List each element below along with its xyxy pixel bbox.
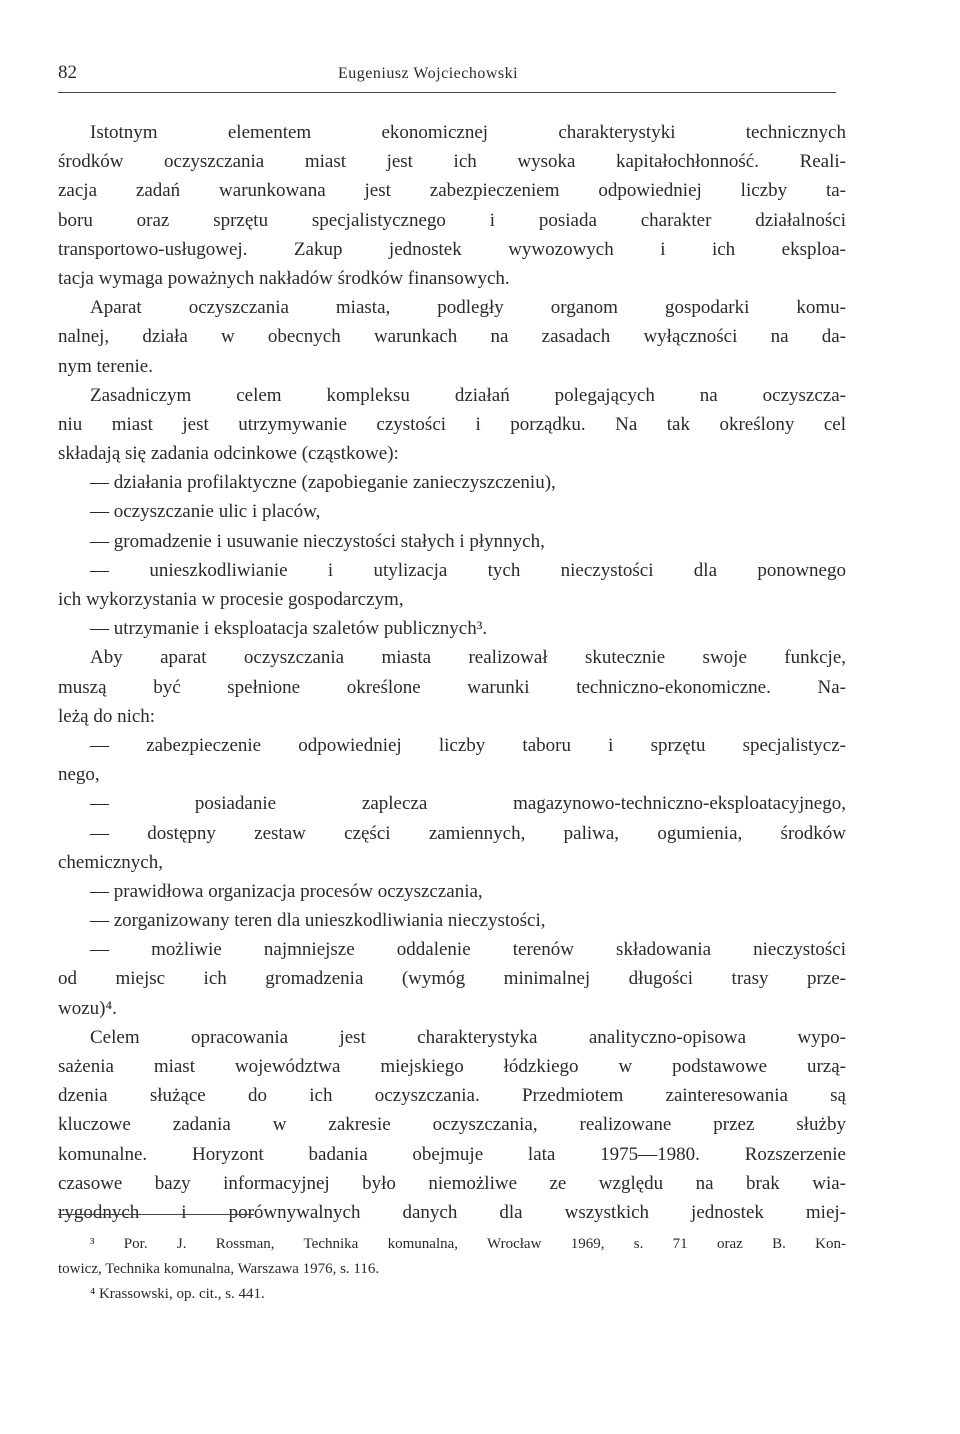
- text-line: boru oraz sprzętu specjalistycznego i posiada charakter działalności: [58, 209, 846, 231]
- list-item: — zorganizowany teren dla unieszkodliwiania nieczystości,: [90, 910, 546, 932]
- text-line: Aparat oczyszczania miasta, podległy organom gospodarki komu-: [90, 297, 846, 319]
- text-line: nalnej, działa w obecnych warunkach na zasadach wyłączności na da-: [58, 326, 846, 348]
- list-item: — działania profilaktyczne (zapobieganie zanieczyszczeniu),: [90, 472, 556, 494]
- text-line: ich wykorzystania w procesie gospodarczym,: [58, 589, 404, 610]
- list-item: — posiadanie zaplecza magazynowo-techniczno-eksploatacyjnego,: [90, 793, 846, 815]
- footnotes: [58, 1232, 846, 1307]
- list-item: — gromadzenie i usuwanie nieczystości stałych i płynnych,: [90, 530, 545, 552]
- list-item: — oczyszczanie ulic i placów,: [90, 501, 321, 523]
- list-item: — unieszkodliwianie i utylizacja tych nieczystości dla ponownego: [90, 559, 846, 581]
- text-line: niu miast jest utrzymywanie czystości i porządku. Na tak określony cel: [58, 413, 846, 435]
- text-line: Istotnym elementem ekonomicznej charakterystyki technicznych: [90, 122, 846, 143]
- text-line: tacja wymaga poważnych nakładów środków finansowych.: [58, 267, 510, 289]
- list-item: — prawidłowa organizacja procesów oczyszczania,: [90, 880, 483, 902]
- running-head: Eugeniusz Wojciechowski: [338, 65, 519, 82]
- text-line: wozu)⁴.: [58, 997, 117, 1019]
- footnote-divider: [58, 1214, 254, 1215]
- text-line: dzenia służące do ich oczyszczania. Przedmiotem zainteresowania są: [58, 1085, 846, 1107]
- body-text: [58, 118, 846, 1227]
- list-item: — utrzymanie i eksploatacja szaletów publicznych³.: [90, 618, 488, 640]
- text-line: środków oczyszczania miast jest ich wysoka kapitałochłonność. Reali-: [58, 151, 846, 173]
- text-line: Celem opracowania jest charakterystyka analityczno-opisowa wypo-: [90, 1026, 846, 1048]
- footnote-line: ⁴ Krassowski, op. cit., s. 441.: [90, 1286, 265, 1302]
- list-item: — zabezpieczenie odpowiedniej liczby taboru i sprzętu specjalistycz-: [90, 734, 846, 756]
- footnote-line: ³ Por. J. Rossman, Technika komunalna, Wrocław 1969, s. 71 oraz B. Kon-: [90, 1236, 846, 1252]
- text-line: Zasadniczym celem kompleksu działań polegających na oczyszcza-: [90, 384, 846, 406]
- text-line: od miejsc ich gromadzenia (wymóg minimalnej długości trasy prze-: [58, 968, 846, 990]
- text-line: Aby aparat oczyszczania miasta realizował skutecznie swoje funkcje,: [90, 647, 846, 669]
- list-item: — możliwie najmniejsze oddalenie terenów składowania nieczystości: [90, 939, 846, 961]
- text-line: leżą do nich:: [58, 705, 156, 727]
- text-line: czasowe bazy informacyjnej było niemożliwe ze względu na brak wia-: [58, 1172, 846, 1194]
- text-line: kluczowe zadania w zakresie oczyszczania, realizowane przez służby: [58, 1114, 846, 1136]
- text-line: zacja zadań warunkowana jest zabezpieczeniem odpowiedniej liczby ta-: [58, 180, 846, 202]
- text-line: składają się zadania odcinkowe (cząstkowe):: [58, 443, 399, 465]
- text-line: muszą być spełnione określone warunki techniczno-ekonomiczne. Na-: [58, 676, 846, 698]
- text-line: nego,: [58, 764, 100, 786]
- list-item: — dostępny zestaw części zamiennych, paliwa, ogumienia, środków: [90, 822, 846, 844]
- text-line: chemicznych,: [58, 851, 163, 873]
- text-line: sażenia miast województwa miejskiego łódzkiego w podstawowe urzą-: [58, 1056, 846, 1077]
- text-line: komunalne. Horyzont badania obejmuje lata 1975—1980. Rozszerzenie: [58, 1143, 846, 1165]
- footnote-line: towicz, Technika komunalna, Warszawa 1976, s. 116.: [58, 1261, 380, 1277]
- page-header: [58, 62, 836, 93]
- text-line: rygodnych i porównywalnych danych dla wszystkich jednostek miej-: [58, 1201, 846, 1223]
- page-number: 82: [58, 62, 77, 83]
- text-line: transportowo-usługowej. Zakup jednostek wywozowych i ich eksploa-: [58, 238, 846, 260]
- text-line: nym terenie.: [58, 355, 153, 377]
